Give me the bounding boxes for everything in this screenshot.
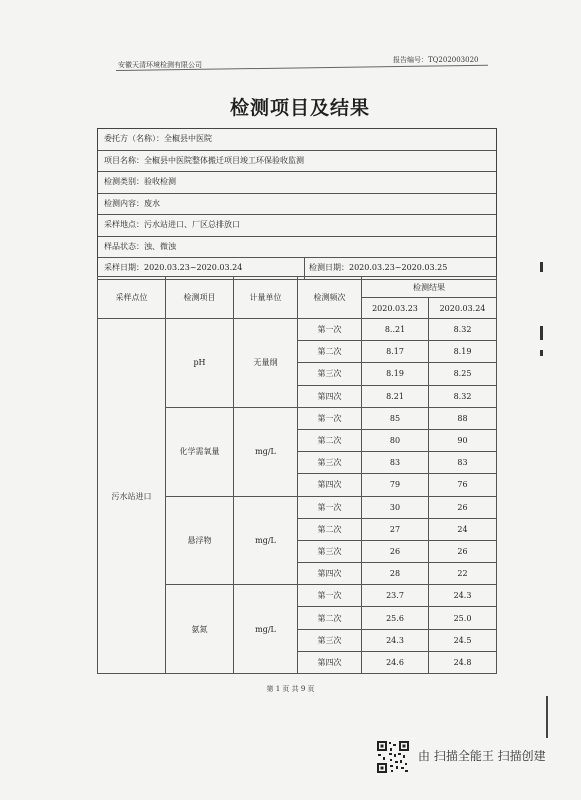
value-cell: 24 (429, 518, 497, 540)
edge-mark (546, 696, 548, 738)
item-cell: 化学需氧量 (166, 407, 234, 496)
value-cell: 8.17 (362, 341, 429, 363)
frequency-cell: 第一次 (298, 496, 362, 518)
location-row: 采样地点：污水站进口、厂区总排放口 (98, 215, 496, 237)
scanner-watermark: 由 扫描全能王 扫描创建 (418, 749, 546, 763)
value-cell: 25.0 (429, 607, 497, 629)
info-block (97, 128, 497, 280)
header-frequency: 检测频次 (298, 277, 362, 319)
header-point: 采样点位 (98, 277, 166, 319)
frequency-cell: 第四次 (298, 651, 362, 673)
value-cell: 90 (429, 429, 497, 451)
frequency-cell: 第二次 (298, 607, 362, 629)
header-results: 检测结果 (362, 277, 497, 298)
value-cell: 83 (362, 452, 429, 474)
unit-cell: mg/L (234, 496, 298, 585)
value-cell: 26 (362, 540, 429, 562)
client-row: 委托方（名称）：全椒县中医院 (98, 129, 496, 151)
value-cell: 8.21 (362, 385, 429, 407)
edge-mark (540, 350, 543, 356)
company-name: 安徽天清环境检测有限公司 (118, 61, 202, 69)
test-date: 检测日期：2020.03.23~2020.03.25 (309, 263, 448, 272)
frequency-cell: 第一次 (298, 585, 362, 607)
point-cell: 污水站进口 (98, 319, 166, 674)
frequency-cell: 第三次 (298, 629, 362, 651)
frequency-cell: 第四次 (298, 385, 362, 407)
value-cell: 8.19 (429, 341, 497, 363)
value-cell: 79 (362, 474, 429, 496)
frequency-cell: 第二次 (298, 518, 362, 540)
item-cell: pH (166, 319, 234, 408)
value-cell: 83 (429, 452, 497, 474)
sampling-date: 采样日期：2020.03.23~2020.03.24 (98, 258, 305, 279)
value-cell: 8.32 (429, 319, 497, 341)
value-cell: 25.6 (362, 607, 429, 629)
page-title: 检测项目及结果 (229, 97, 370, 119)
value-cell: 24.5 (429, 629, 497, 651)
value-cell: 24.3 (362, 629, 429, 651)
value-cell: 26 (429, 496, 497, 518)
value-cell: 8..21 (362, 319, 429, 341)
value-cell: 30 (362, 496, 429, 518)
item-cell: 悬浮物 (166, 496, 234, 585)
value-cell: 24.3 (429, 585, 497, 607)
unit-cell: mg/L (234, 407, 298, 496)
item-cell: 氨氮 (166, 585, 234, 674)
content-row: 检测内容：废水 (98, 194, 496, 216)
header-item: 检测项目 (166, 277, 234, 319)
frequency-cell: 第三次 (298, 452, 362, 474)
value-cell: 85 (362, 407, 429, 429)
frequency-cell: 第三次 (298, 363, 362, 385)
report-number: 报告编号：TQ202003020 (393, 56, 479, 64)
frequency-cell: 第四次 (298, 474, 362, 496)
header-date-1: 2020.03.23 (362, 298, 429, 319)
header-unit: 计量单位 (234, 277, 298, 319)
value-cell: 8.25 (429, 363, 497, 385)
frequency-cell: 第一次 (298, 407, 362, 429)
value-cell: 80 (362, 429, 429, 451)
value-cell: 8.19 (362, 363, 429, 385)
edge-mark (540, 262, 543, 272)
page-number: 第 1 页 共 9 页 (266, 685, 315, 693)
frequency-cell: 第四次 (298, 563, 362, 585)
frequency-cell: 第一次 (298, 319, 362, 341)
category-row: 检测类别：验收检测 (98, 172, 496, 194)
value-cell: 88 (429, 407, 497, 429)
sample-state-row: 样品状态：浊、微浊 (98, 237, 496, 259)
edge-mark (540, 326, 543, 340)
unit-cell: mg/L (234, 585, 298, 674)
value-cell: 28 (362, 563, 429, 585)
value-cell: 76 (429, 474, 497, 496)
qr-code-icon (376, 740, 410, 774)
frequency-cell: 第三次 (298, 540, 362, 562)
project-row: 项目名称：全椒县中医院整体搬迁项目竣工环保验收监测 (98, 151, 496, 173)
value-cell: 8.32 (429, 385, 497, 407)
value-cell: 23.7 (362, 585, 429, 607)
header-date-2: 2020.03.24 (429, 298, 497, 319)
unit-cell: 无量纲 (234, 319, 298, 408)
value-cell: 22 (429, 563, 497, 585)
value-cell: 26 (429, 540, 497, 562)
value-cell: 24.8 (429, 651, 497, 673)
frequency-cell: 第二次 (298, 341, 362, 363)
results-table (97, 276, 497, 674)
frequency-cell: 第二次 (298, 429, 362, 451)
value-cell: 27 (362, 518, 429, 540)
value-cell: 24.6 (362, 651, 429, 673)
